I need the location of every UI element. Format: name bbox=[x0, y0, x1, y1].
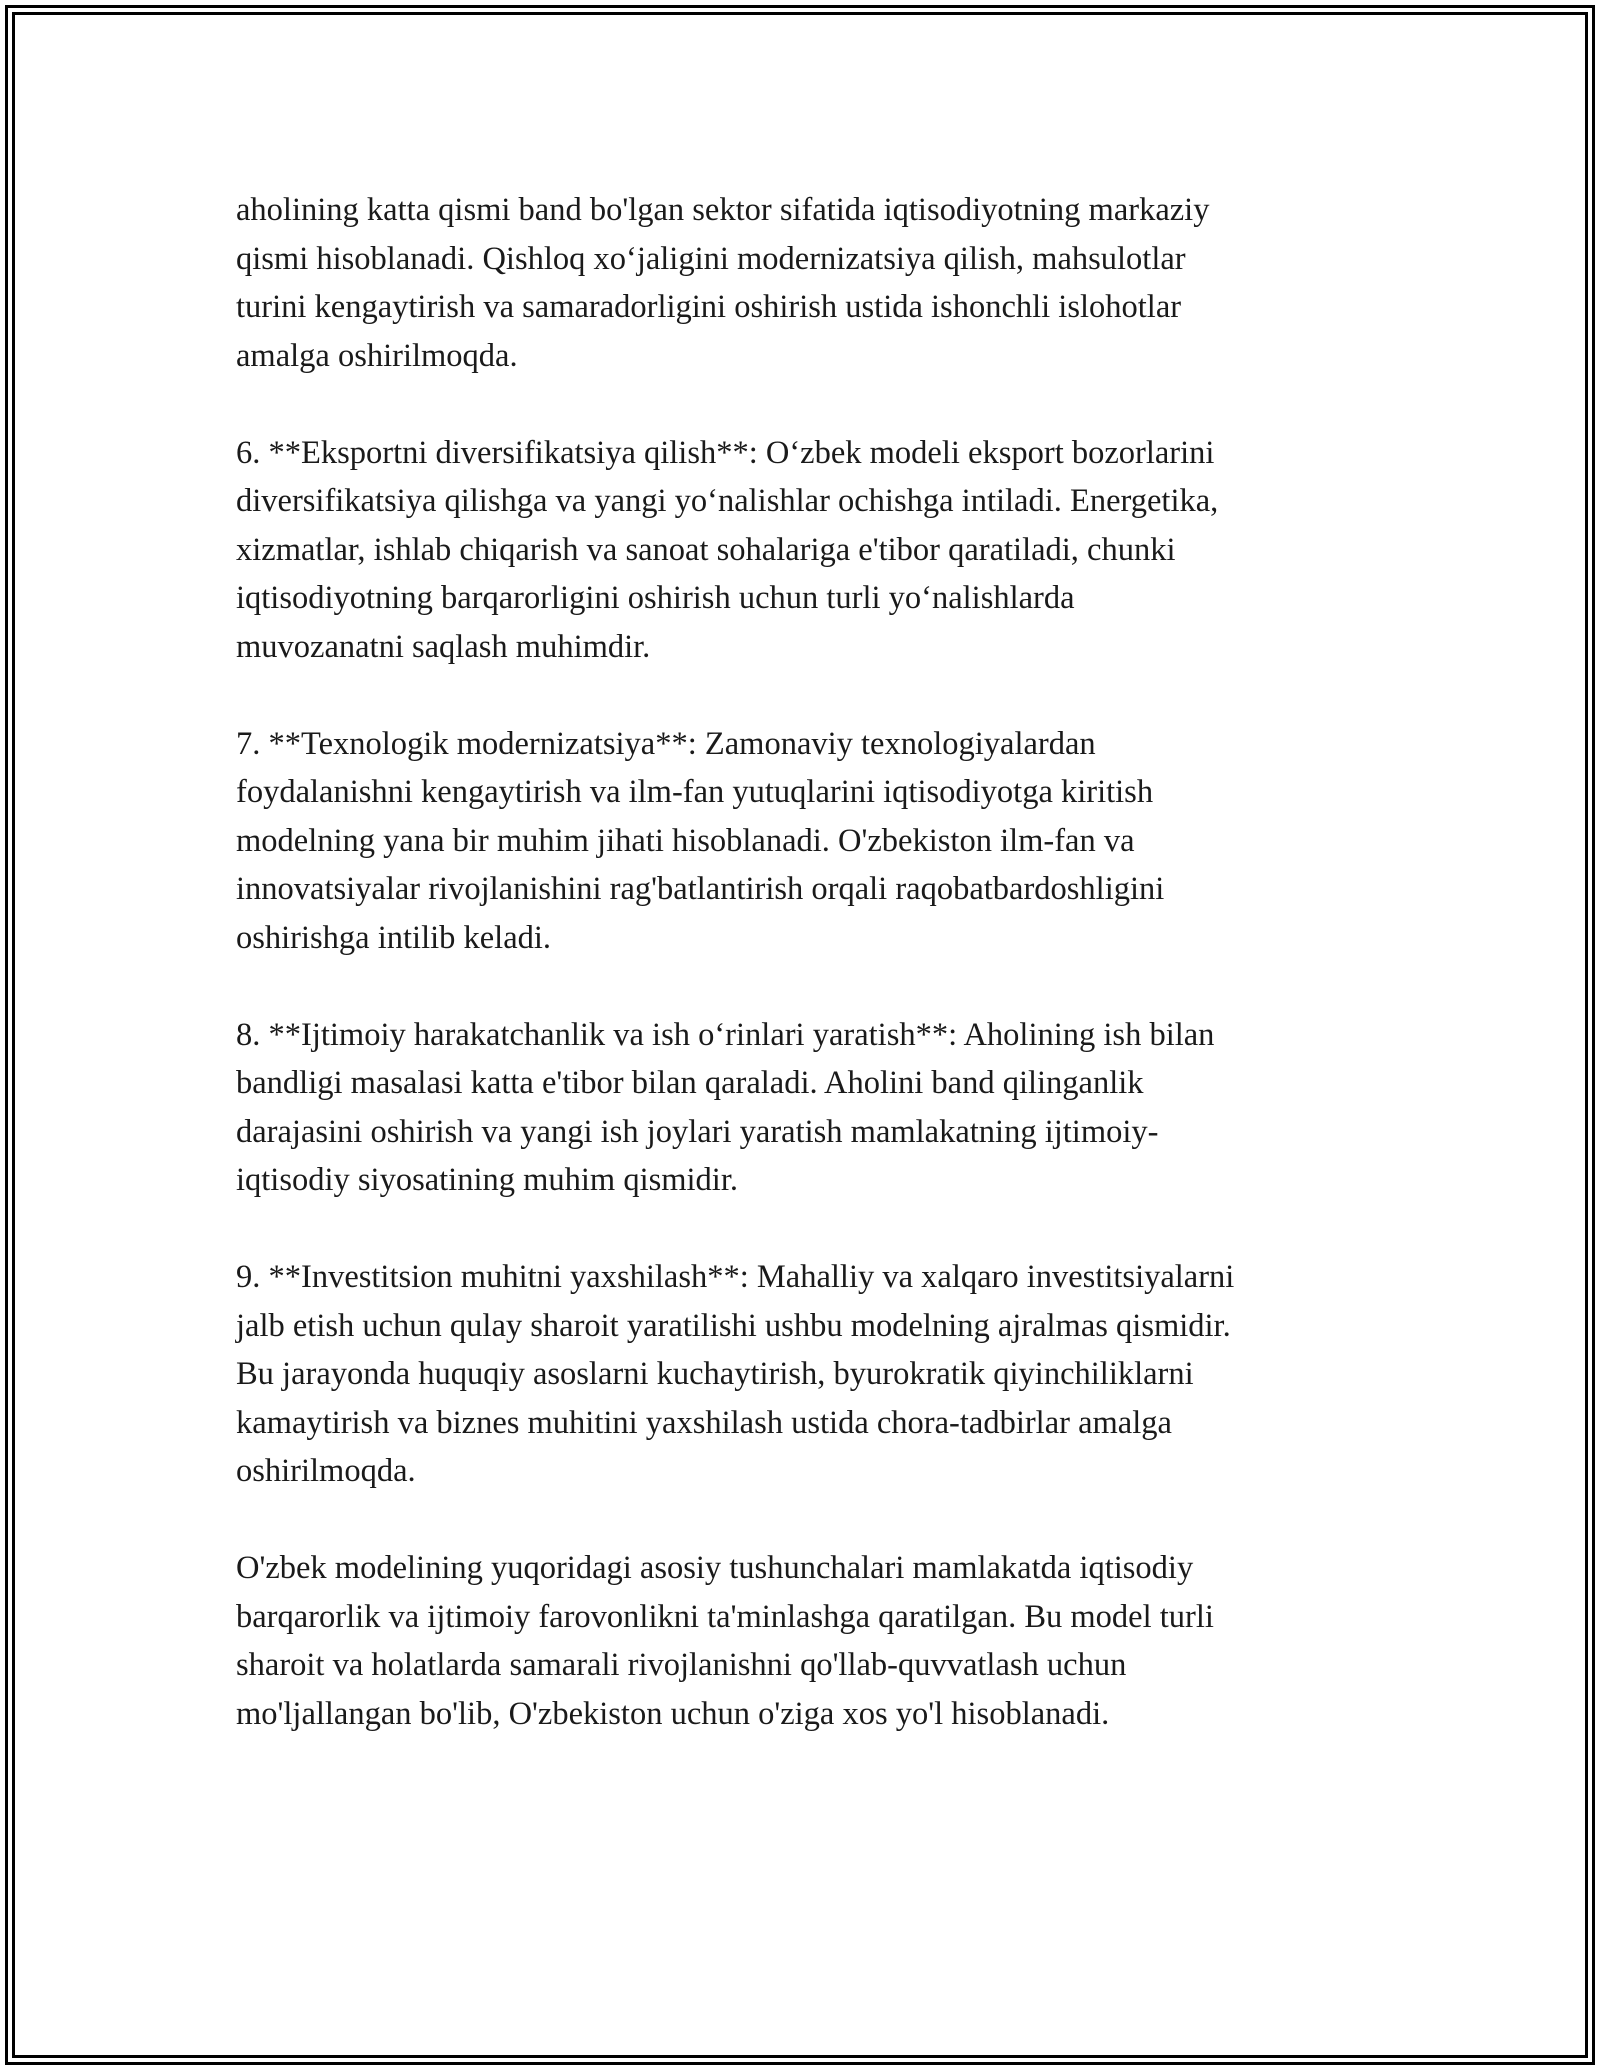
paragraph-conclusion: O'zbek modelining yuqoridagi asosiy tushunchalari mamlakatda iqtisodiy barqarorlik va ijtimoiy farovonlikni ta'minlashga qaratilgan. Bu model turli sharoit va holatlarda samarali rivojlanishni qo'llab-quvvatlash uchun mo'ljallangan bo'lib, O'zbekiston uchun o'ziga xos yo'l hisoblanadi. bbox=[236, 1550, 1214, 1732]
paragraph-agriculture-continued: aholining katta qismi band bo'lgan sektor sifatida iqtisodiyotning markaziy qismi hisoblanadi. Qishloq xo‘jaligini modernizatsiya qilish, mahsulotlar turini kengaytirish va samaradorligini oshirish ustida ishonchli islohotlar amalga oshirilmoqda. bbox=[236, 192, 1210, 374]
paragraph-technological-modernization: 7. **Texnologik modernizatsiya**: Zamonaviy texnologiyalardan foydalanishni kengaytirish va ilm-fan yutuqlarini iqtisodiyotga kiritish modelning yana bir muhim jihati hisoblanadi. O'zbekiston ilm-fan va innovatsiyalar rivojlanishini rag'batlantirish orqali raqobatbardoshligini oshirishga intilib keladi. bbox=[236, 725, 1165, 956]
paragraph-export-diversification: 6. **Eksportni diversifikatsiya qilish**: O‘zbek modeli eksport bozorlarini diversifikatsiya qilishga va yangi yo‘nalishlar ochishga intiladi. Energetika, xizmatlar, ishlab chiqarish va sanoat sohalariga e'tibor qaratiladi, chunki iqtisodiyotning barqarorligini oshirish uchun turli yo‘nalishlarda muvozanatni saqlash muhimdir. bbox=[236, 434, 1219, 665]
paragraph-investment-climate: 9. **Investitsion muhitni yaxshilash**: Mahalliy va xalqaro investitsiyalarni jalb etish uchun qulay sharoit yaratilishi ushbu modelning ajralmas qismidir. Bu jarayonda huquqiy asoslarni kuchaytirish, byurokratik qiyinchiliklarni kamaytirish va biznes muhitini yaxshilash ustida chora-tadbirlar amalga oshirilmoqda. bbox=[236, 1259, 1235, 1489]
paragraph-social-mobility: 8. **Ijtimoiy harakatchanlik va ish o‘rinlari yaratish**: Aholining ish bilan bandligi masalasi katta e'tibor bilan qaraladi. Aholini band qilinganlik darajasini oshirish va yangi ish joylari yaratish mamlakatning ijtimoiy- iqtisodiy siyosatining muhim qismidir. bbox=[236, 1016, 1215, 1198]
document-body bbox=[236, 186, 1376, 1787]
